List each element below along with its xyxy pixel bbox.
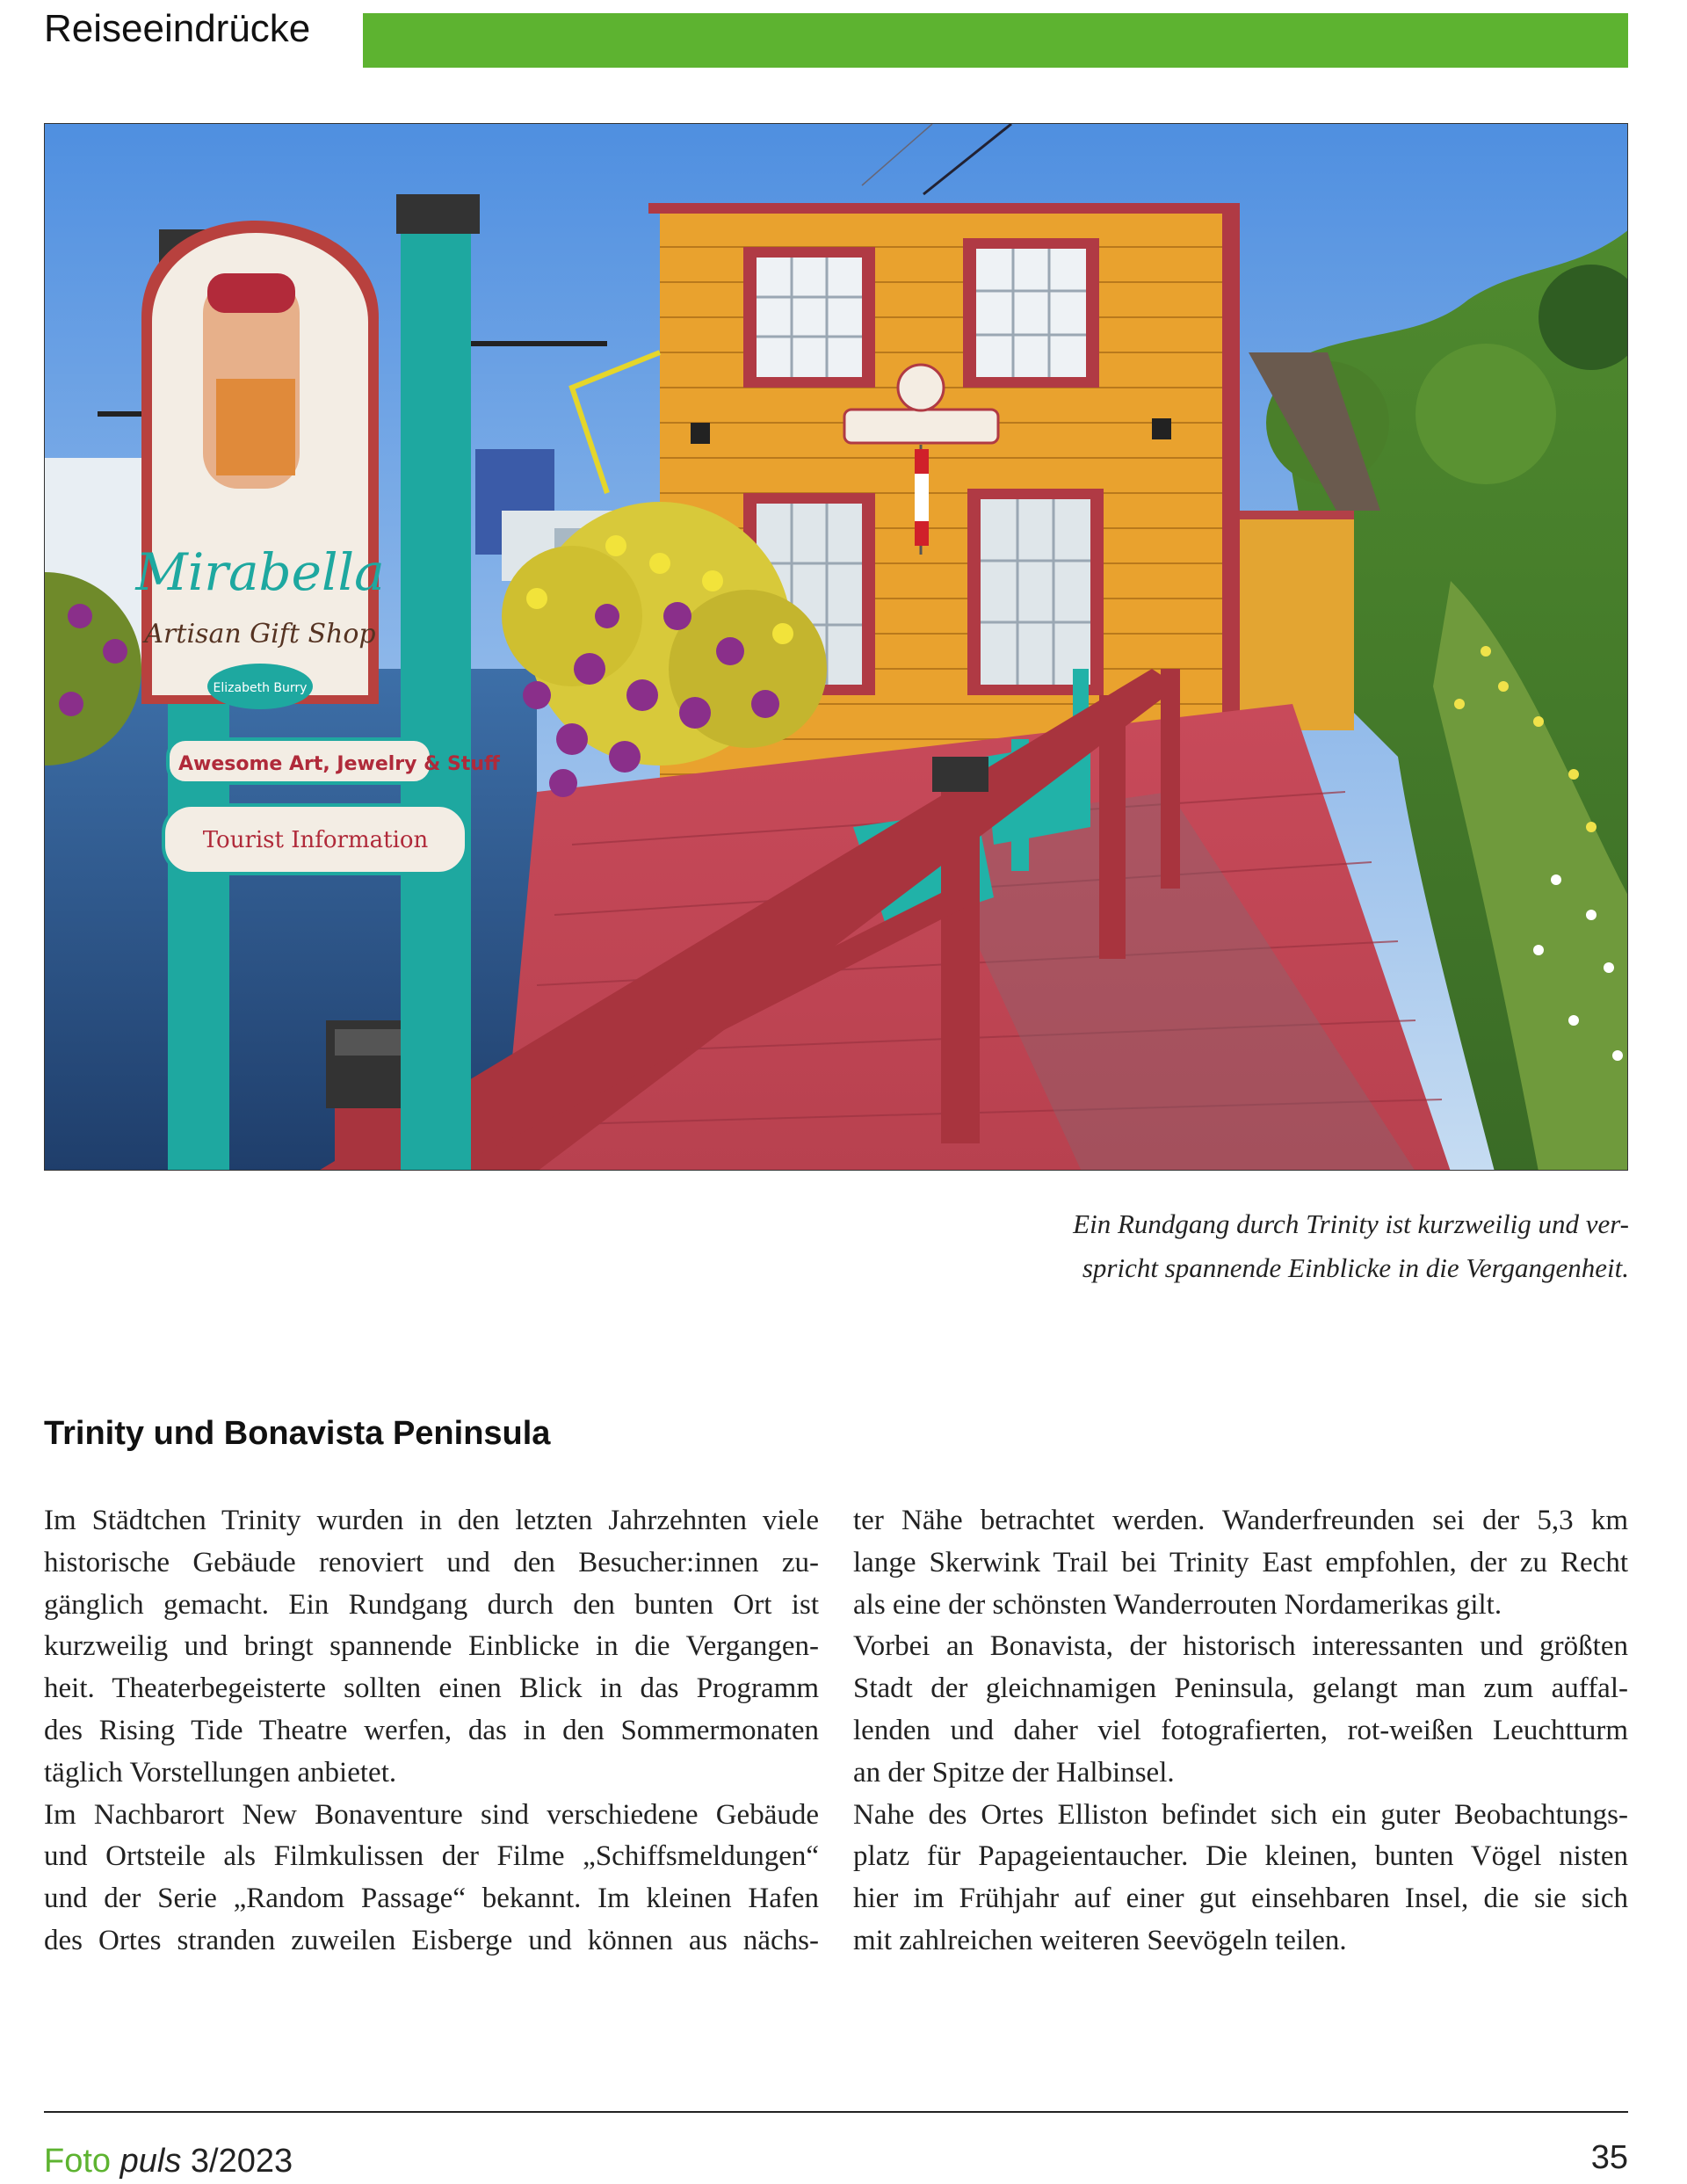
section-title: Reiseeindrücke: [44, 7, 311, 50]
text-line: hier im Frühjahr auf einer gut einsehbaren Insel, die sie sich: [853, 1883, 1628, 1915]
caption-line: spricht spannende Einblicke in die Vergangenheit.: [1082, 1252, 1629, 1283]
text-line: lange Skerwink Trail bei Trinity East empfohlen, der zu Recht: [853, 1546, 1628, 1578]
text-line: an der Spitze der Halbinsel.: [853, 1756, 1175, 1789]
text-line: kurzweilig und bringt spannende Einblicke in die Vergangen-: [44, 1630, 819, 1663]
text-line: Im Städtchen Trinity wurden in den letzten Jahrzehnten viele: [44, 1505, 819, 1536]
text-line: platz für Papageientaucher. Die kleinen, bunten Vögel nisten: [853, 1840, 1628, 1873]
window-upper-right: [963, 238, 1099, 388]
text-line: gänglich gemacht. Ein Rundgang durch den bunten Ort ist: [44, 1588, 819, 1621]
page-number: 35: [1590, 2139, 1628, 2176]
magazine-brand: [44, 2143, 293, 2180]
window-lower-right: [967, 489, 1104, 695]
photo-caption: [838, 1202, 1629, 1290]
text-line: historische Gebäude renoviert und den Besucher:innen zu-: [44, 1546, 819, 1578]
text-line: heit. Theaterbegeisterte sollten einen Blick in das Programm: [44, 1672, 819, 1705]
brand-puls: puls: [119, 2143, 182, 2180]
text-line: und der Serie „Random Passage“ bekannt. Im kleinen Hafen: [44, 1883, 819, 1915]
tourist-info-sign: [163, 805, 467, 874]
arrow-sign-text: Awesome Art, Jewelry & Stuff: [178, 753, 500, 775]
shop-subtitle-text: Artisan Gift Shop: [144, 619, 376, 649]
maker-badge-text: Elizabeth Burry: [213, 681, 308, 695]
article-column-left: [44, 1500, 819, 1963]
tourist-info-text: Tourist Information: [202, 827, 429, 853]
text-line: des Ortes stranden zuweilen Eisberge und können aus nächs-: [44, 1924, 819, 1956]
issue-number: 3/2023: [190, 2143, 293, 2180]
trinity-gift-shop-photo: [44, 123, 1628, 1171]
text-line: mit zahlreichen weiteren Seevögeln teilen.: [853, 1924, 1347, 1956]
canadian-flag: [915, 445, 929, 555]
text-line: als eine der schönsten Wanderrouten Nordamerikas gilt.: [853, 1588, 1502, 1621]
article-heading: Trinity und Bonavista Peninsula: [44, 1415, 551, 1452]
text-line: lenden und daher viel fotografierten, rot-weißen Leuchtturm: [853, 1714, 1628, 1746]
text-line: täglich Vorstellungen anbietet.: [44, 1756, 397, 1789]
window-upper-left: [743, 247, 875, 388]
caption-line: Ein Rundgang durch Trinity ist kurzweilig und ver-: [1073, 1208, 1629, 1239]
text-line: des Rising Tide Theatre werfen, das in den Sommermonaten: [44, 1714, 819, 1746]
text-line: Stadt der gleichnamigen Peninsula, gelangt man zum auffal-: [853, 1672, 1628, 1705]
footer-divider: [44, 2111, 1628, 2113]
shop-name-text: Mirabella: [135, 542, 385, 602]
header-accent-bar: [363, 13, 1628, 68]
mirabella-sign-board: [134, 221, 384, 709]
text-line: Im Nachbarort New Bonaventure sind verschiedene Gebäude: [44, 1798, 819, 1831]
text-line: Vorbei an Bonavista, der historisch interessanten und größten: [853, 1630, 1628, 1663]
text-line: und Ortsteile als Filmkulissen der Filme „Schiffsmeldungen“: [44, 1840, 819, 1873]
text-line: Nahe des Ortes Elliston befindet sich ein guter Beobachtungs-: [853, 1798, 1628, 1831]
brand-foto: Foto: [44, 2143, 112, 2180]
text-line: ter Nähe betrachtet werden. Wanderfreunden sei der 5,3 km: [853, 1505, 1628, 1536]
article-column-right: [853, 1500, 1628, 1963]
